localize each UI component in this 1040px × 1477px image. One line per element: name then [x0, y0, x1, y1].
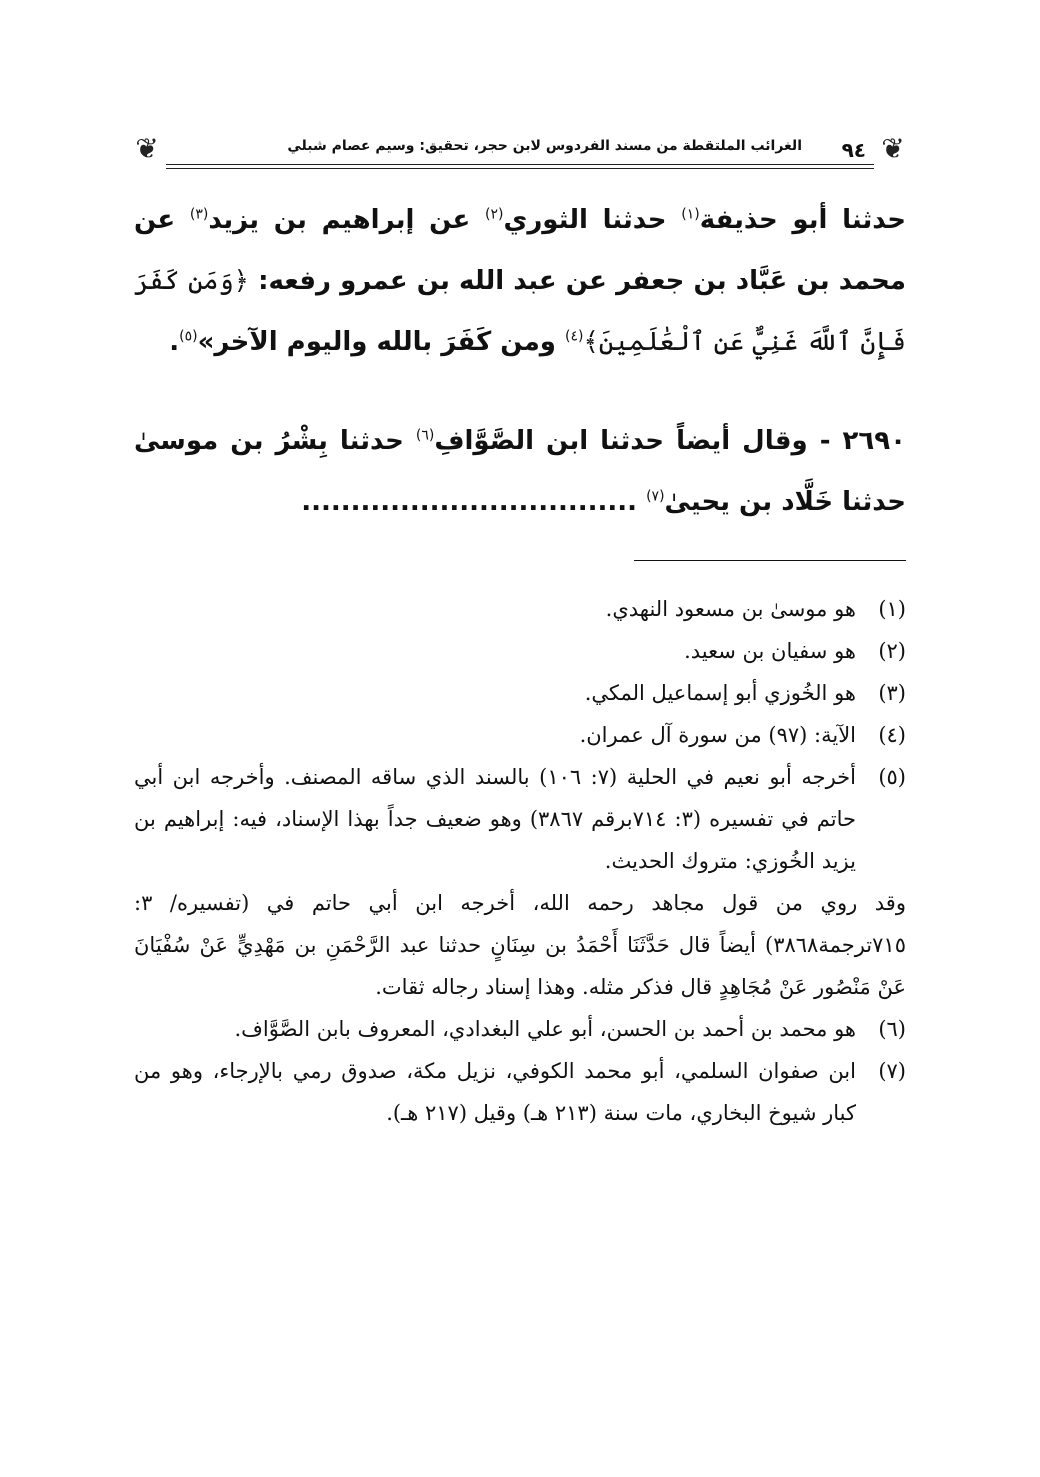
footnote-text: هو موسىٰ بن مسعود النهدي. — [605, 597, 856, 621]
footnote-ref: (١) — [681, 206, 700, 223]
text-run: عن محمد بن عَبَّاد بن جعفر عن عبد الله بن عمرو رفعه: — [134, 205, 906, 296]
ornament-icon: ❦ — [135, 132, 159, 165]
footnote-ref: (٥) — [179, 328, 198, 345]
footnote-separator — [634, 560, 906, 561]
footnote-text: هو سفيان بن سعيد. — [684, 639, 856, 663]
text-run: . — [169, 327, 180, 357]
ornament-icon: ❦ — [881, 132, 905, 165]
running-header — [130, 128, 910, 174]
text-run: عن إبراهيم بن يزيد — [208, 205, 486, 235]
footnote-text: الآية: (٩٧) من سورة آل عمران. — [579, 723, 856, 747]
hadith-paragraph — [134, 190, 906, 373]
footnote-item — [134, 588, 906, 630]
quran-verse: ﴿وَمَن كَفَرَ فَإِنَّ ٱللَّهَ غَنِيٌّ عَنِ ٱلْعَٰلَمِينَ﴾ — [134, 266, 906, 357]
page-number: ٩٤ — [841, 138, 866, 162]
footnote-text: هو محمد بن أحمد بن الحسن، أبو علي البغدادي، المعروف بابن الصَّوَّاف. — [234, 1017, 856, 1041]
footnote-number: (٤) — [878, 723, 906, 747]
footnote-continuation: وقد روي من قول مجاهد رحمه الله، أخرجه ابن أبي حاتم في (تفسيره/ ٣: ٧١٥ترجمة٣٨٦٨) أيضاً قال حَدَّثَنَا أَحْمَدُ بن سِنَانٍ حدثنا عبد الرَّحْمَنِ بن مَهْدِيٍّ عَنْ سُفْيَانَ عَنْ مَنْصُور عَنْ مُجَاهِدٍ قال فذكر مثله. وهذا إسناد رجاله ثقات. — [134, 891, 906, 999]
footnote-item — [134, 714, 906, 756]
footnote-text: هو الخُوزي أبو إسماعيل المكي. — [584, 681, 856, 705]
footnote-item — [134, 1050, 906, 1134]
footnote-item — [134, 756, 906, 882]
footnote-ref: (٤) — [565, 328, 584, 345]
footnote-text: أخرجه أبو نعيم في الحلية (٧: ١٠٦) بالسند الذي ساقه المصنف. وأخرجه ابن أبي حاتم في تفسيره (٣: ٧١٤برقم ٣٨٦٧) وهو ضعيف جداً بهذا الإسناد، فيه: إبراهيم بن يزيد الخُوزي: متروك الحديث. — [134, 765, 856, 873]
footnote-number: (٣) — [878, 681, 906, 705]
footnote-number: (٦) — [878, 1017, 906, 1041]
hadith-paragraph — [134, 411, 906, 533]
running-title: الغرائب الملتقطة من مسند الفردوس لابن حجر، تحقيق: وسيم عصام شبلي — [287, 138, 802, 154]
footnote-item — [134, 672, 906, 714]
ellipsis-dots: .................................. — [301, 487, 647, 517]
footnotes — [134, 588, 906, 1134]
footnote-item — [134, 1008, 906, 1050]
text-run: حدثنا بِشْرُ بن موسىٰ حدثنا خَلَّاد بن يحيىٰ — [134, 426, 906, 517]
header-rule — [166, 164, 874, 165]
footnote-number: (١) — [878, 597, 906, 621]
footnote-number: (٢) — [878, 639, 906, 663]
footnote-ref: (٧) — [646, 488, 665, 505]
footnote-ref: (٢) — [485, 206, 504, 223]
footnote-number: (٧) — [878, 1059, 906, 1083]
text-run: ومن كَفَرَ بالله واليوم الآخر» — [197, 327, 566, 357]
text-run: حدثنا أبو حذيفة — [699, 205, 906, 235]
footnote-item — [134, 630, 906, 672]
main-text — [134, 190, 906, 533]
footnote-number: (٥) — [878, 765, 906, 789]
footnote-ref: (٣) — [189, 206, 209, 223]
header-rule — [166, 168, 874, 169]
text-run: ٢٦٩٠ - وقال أيضاً حدثنا ابن الصَّوَّافِ — [434, 426, 906, 456]
text-run: حدثنا الثوري — [503, 205, 682, 235]
footnote-ref: (٦) — [415, 427, 435, 444]
footnote-text: ابن صفوان السلمي، أبو محمد الكوفي، نزيل مكة، صدوق رمي بالإرجاء، وهو من كبار شيوخ البخاري، مات سنة (٢١٣ هـ) وقيل (٢١٧ هـ). — [134, 1059, 856, 1125]
